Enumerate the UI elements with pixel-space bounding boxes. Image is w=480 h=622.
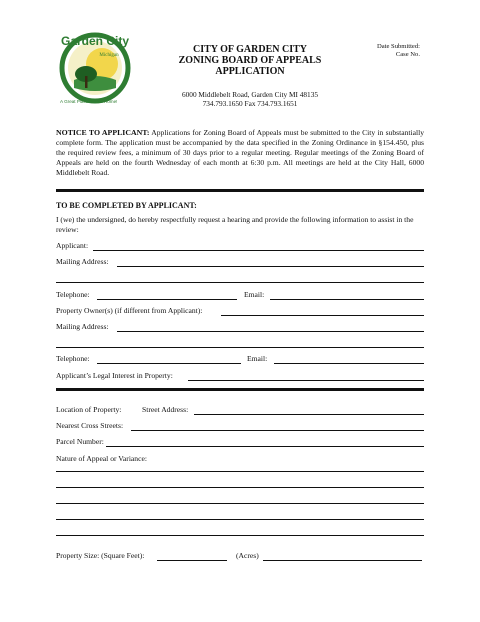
owner-telephone-field[interactable] [97, 363, 241, 364]
square-feet-field[interactable] [157, 560, 227, 561]
logo-tagline: A Great Place to Call Home! [60, 99, 118, 104]
logo-state: Michigan [99, 53, 119, 58]
applicant-field[interactable] [93, 250, 424, 251]
mailing-address-field[interactable] [117, 266, 424, 267]
property-owner-field[interactable] [221, 315, 424, 316]
applicant-label: Applicant: [56, 241, 89, 250]
acres-field[interactable] [263, 560, 422, 561]
cross-streets-field[interactable] [131, 430, 424, 431]
header-address: 6000 Middlebelt Road, Garden City MI 48135 [182, 90, 318, 99]
appeal-line-5[interactable] [56, 535, 424, 536]
owner-email-field[interactable] [274, 363, 424, 364]
header-phone: 734.793.1650 Fax 734.793.1651 [202, 99, 298, 108]
notice-label: NOTICE TO APPLICANT: [56, 128, 150, 137]
owner-email-label: Email: [247, 354, 268, 363]
header-board: ZONING BOARD OF APPEALS [178, 55, 322, 66]
appeal-line-4[interactable] [56, 519, 424, 520]
intro-text: I (we) the undersigned, do hereby respectfully request a hearing and provide the following information to assist in the review: [56, 215, 414, 234]
acres-label: (Acres) [236, 551, 259, 560]
property-owner-label: Property Owner(s) (if different from Applicant): [56, 306, 203, 315]
header-city: CITY OF GARDEN CITY [193, 44, 307, 55]
street-address-field[interactable] [194, 414, 424, 415]
parcel-number-field[interactable] [106, 446, 424, 447]
appeal-line-3[interactable] [56, 503, 424, 504]
owner-mailing-label: Mailing Address: [56, 322, 109, 331]
email-field[interactable] [270, 299, 424, 300]
appeal-line-1[interactable] [56, 471, 424, 472]
telephone-label: Telephone: [56, 290, 90, 299]
divider [56, 189, 424, 192]
cross-streets-label: Nearest Cross Streets: [56, 421, 124, 430]
city-logo [56, 30, 134, 106]
legal-interest-label: Applicant’s Legal Interest in Property: [56, 371, 173, 380]
owner-mailing-field-2[interactable] [56, 347, 424, 348]
notice-paragraph [56, 128, 424, 178]
case-no-label: Case No. [395, 51, 420, 58]
owner-telephone-label: Telephone: [56, 354, 90, 363]
section-heading: TO BE COMPLETED BY APPLICANT: [56, 201, 197, 210]
location-label: Location of Property: [56, 405, 122, 414]
mailing-address-label: Mailing Address: [56, 257, 109, 266]
logo-wordmark: Garden City [60, 34, 130, 48]
mailing-address-field-2[interactable] [56, 282, 424, 283]
header-application: APPLICATION [215, 66, 285, 77]
property-size-label: Property Size: (Square Feet): [56, 551, 145, 560]
appeal-line-2[interactable] [56, 487, 424, 488]
notice-text: Applications for Zoning Board of Appeals must be submitted to the City in substantially complete form. The application must be accompanied by the data specified in the Zoning Ordinance in §154.450, plus the required review fees, a minimum of 30 days prior to a regular meeting. Regular meetings of the Zoning Board of Appeals are held on the fourth Wednesday of each month at 6:30 p.m. All meetings are held at the City Hall, 6000 Middlebelt Road. [56, 128, 424, 177]
parcel-number-label: Parcel Number: [56, 437, 104, 446]
street-address-label: Street Address: [142, 405, 189, 414]
legal-interest-field[interactable] [188, 380, 424, 381]
date-submitted-label: Date Submitted: [376, 43, 420, 50]
owner-mailing-field[interactable] [117, 331, 424, 332]
nature-of-appeal-label: Nature of Appeal or Variance: [56, 454, 147, 463]
email-label: Email: [244, 290, 265, 299]
divider [56, 388, 424, 391]
telephone-field[interactable] [97, 299, 237, 300]
